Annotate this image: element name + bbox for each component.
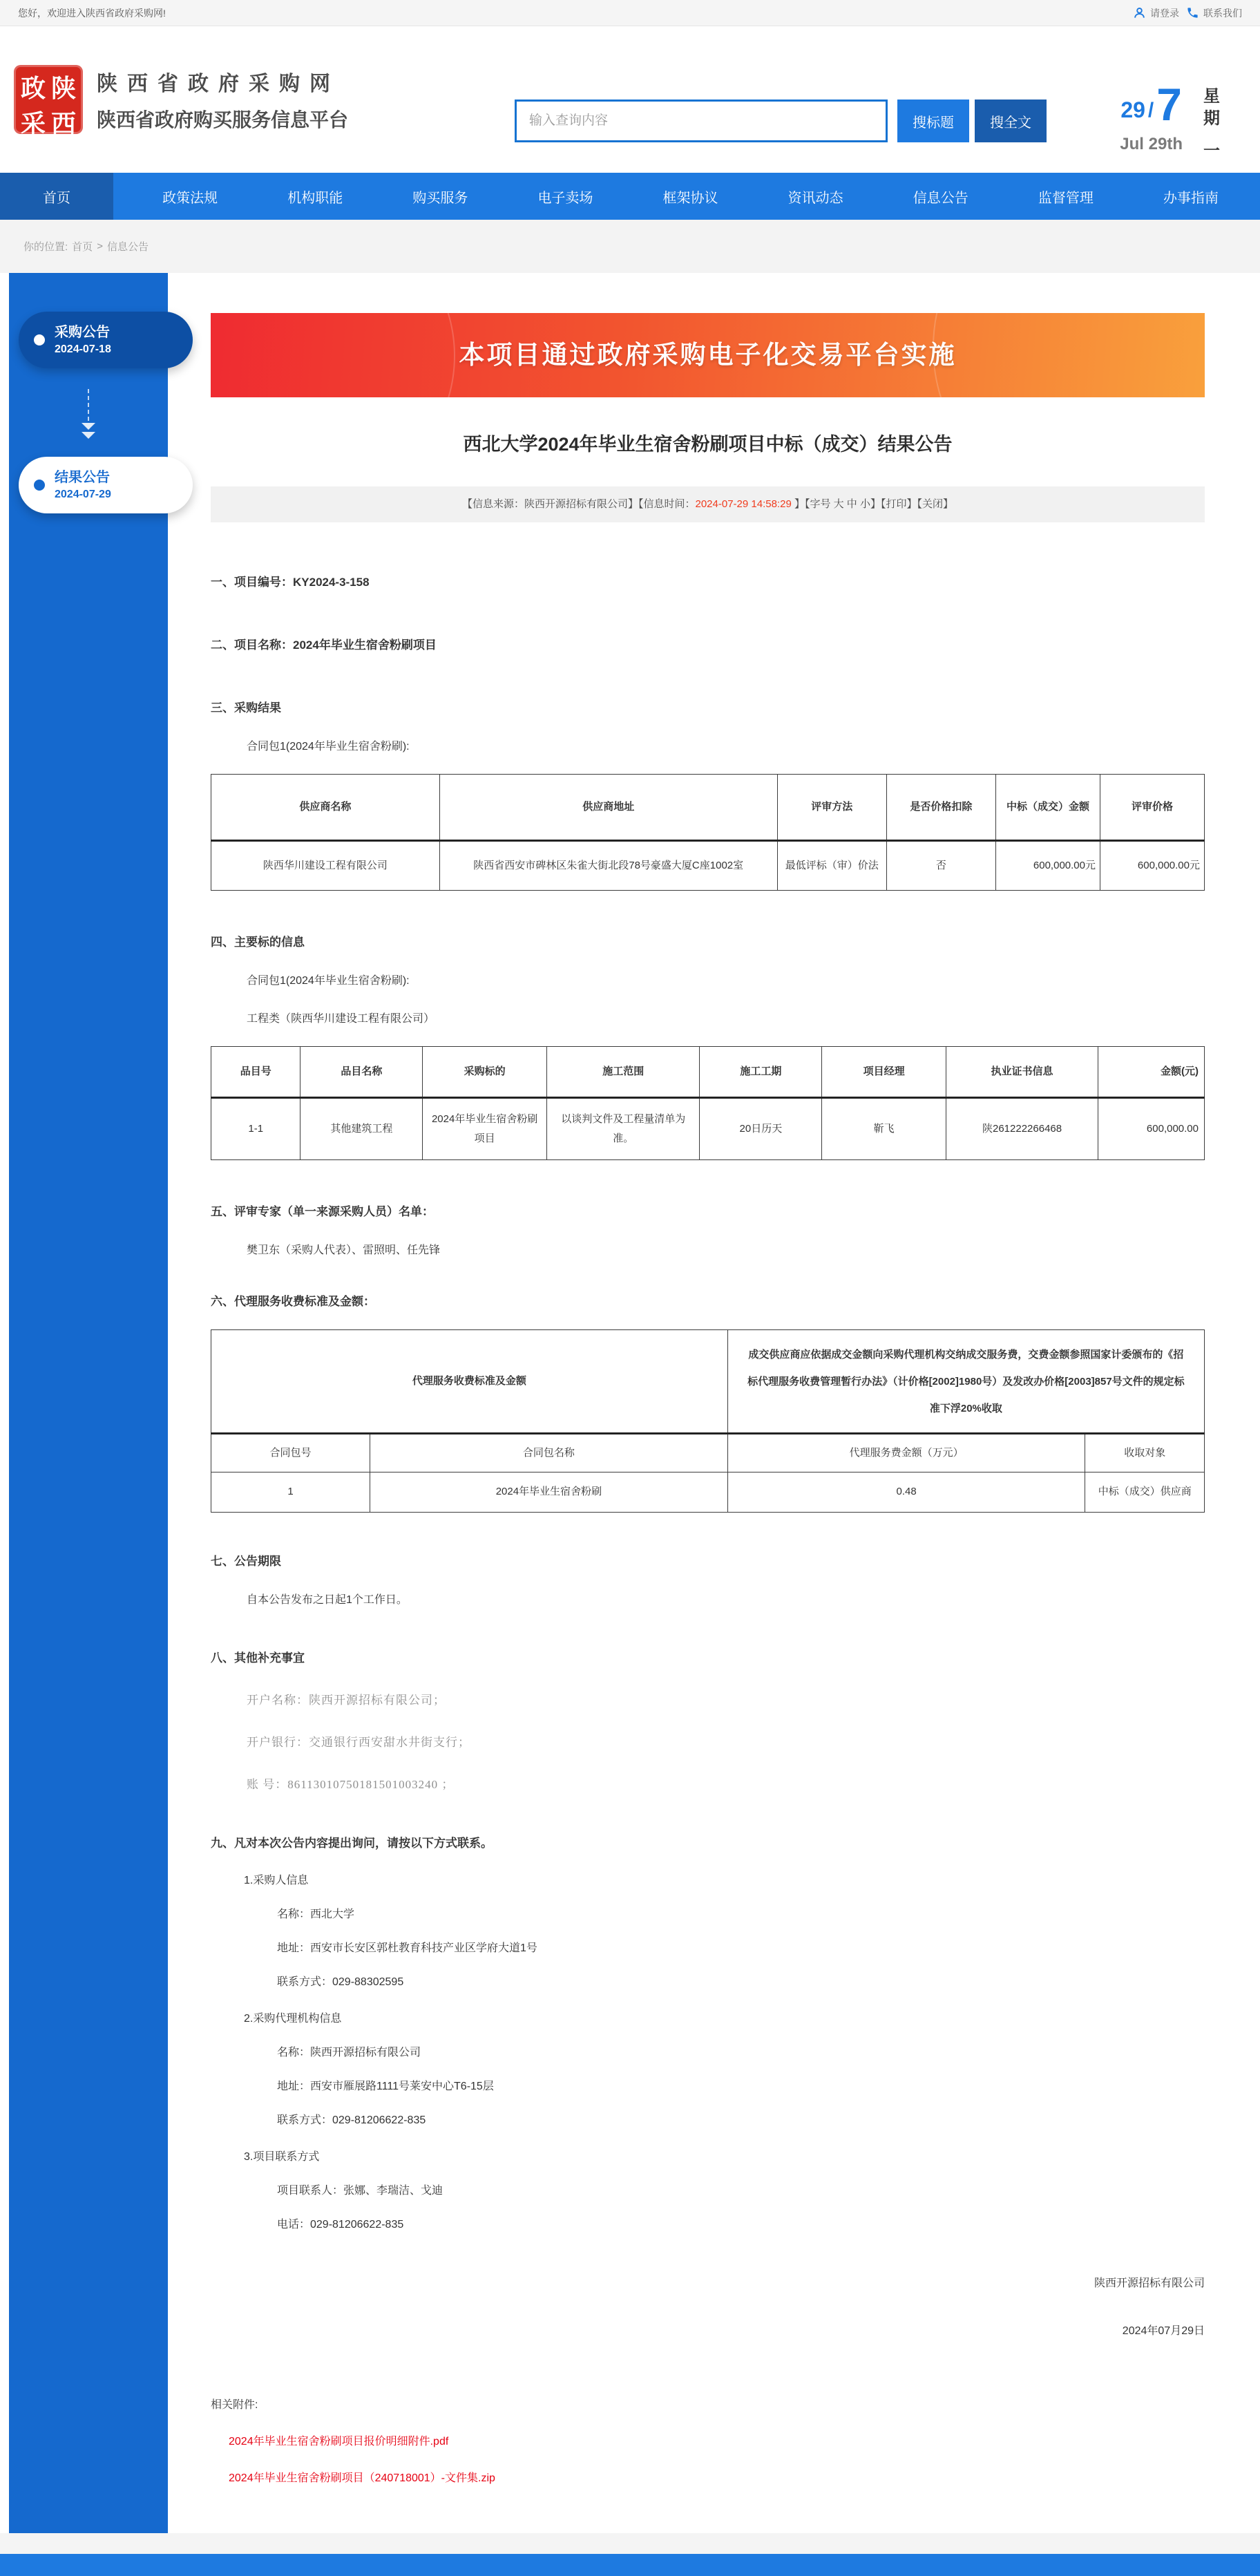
login-link[interactable] <box>1133 6 1179 20</box>
meta-source: 【信息来源：陕西开源招标有限公司】 <box>461 498 638 510</box>
section-7-heading: 七、公告期限 <box>211 1555 281 1568</box>
col-review-method: 评审方法 <box>777 775 886 841</box>
search-input[interactable] <box>515 100 888 142</box>
weekday-char: 一 <box>1203 141 1220 160</box>
date-month: 7 <box>1156 79 1182 130</box>
fee-standard-desc: 成交供应商应依据成交金额向采购代理机构交纳成交服务费，交费金额参照国家计委颁布的《招标代理服务收费管理暂行办法》（计价格[2002]1980号）及发改办价格[2003]857号文件的规定标准下浮20%收取 <box>727 1330 1204 1434</box>
purchaser-name: 名称：西北大学 <box>277 1909 355 1920</box>
meta-time-close: 】 <box>791 498 805 510</box>
section-4-category: 工程类（陕西华川建设工程有限公司） <box>247 1013 435 1025</box>
font-size-control[interactable]: 【字号 大 中 小】 <box>804 498 881 510</box>
contact-label[interactable]: 联系我们 <box>1203 7 1242 19</box>
site-logo[interactable] <box>14 65 349 138</box>
col-supplier-name: 供应商名称 <box>211 775 440 841</box>
fee-standard-title: 代理服务收费标准及金额 <box>211 1330 728 1434</box>
close-button[interactable]: 【关闭】 <box>917 498 954 510</box>
subject-info-table <box>211 1046 1205 1160</box>
procurement-result-table <box>211 774 1205 891</box>
col-item-no: 品目号 <box>211 1047 300 1098</box>
table-header-row <box>211 1047 1205 1098</box>
search-title-button[interactable]: 搜标题 <box>897 100 969 142</box>
breadcrumb <box>0 220 1260 273</box>
section-3-package: 合同包1(2024年毕业生宿舍粉刷): <box>247 741 410 752</box>
site-subtitle: 陕西省政府购买服务信息平台 <box>97 109 349 131</box>
cell-fee-amount: 0.48 <box>727 1472 1085 1513</box>
article-content <box>168 273 1260 2533</box>
nav-item-policies[interactable]: 政策法规 <box>162 190 218 206</box>
site-title: 陕西省政府采购网 <box>97 73 340 95</box>
cell-price-deduction: 否 <box>886 841 995 891</box>
phone-icon <box>1186 6 1199 19</box>
banner-text: 本项目通过政府采购电子化交易平台实施 <box>459 341 957 369</box>
section-1-heading: 一、项目编号：KY2024-3-158 <box>211 576 370 589</box>
table-row <box>211 1098 1205 1160</box>
nav-item-announcements[interactable]: 信息公告 <box>913 190 968 206</box>
col-award-amount: 中标（成交）金额 <box>996 775 1100 841</box>
cell-amount: 600,000.00 <box>1098 1098 1205 1160</box>
col-project-manager: 项目经理 <box>822 1047 946 1098</box>
nav-item-functions[interactable]: 机构职能 <box>287 190 343 206</box>
cell-license-info: 陕261222266468 <box>946 1098 1098 1160</box>
contact-link[interactable] <box>1186 6 1242 20</box>
date-english: Jul 29th <box>1120 135 1183 154</box>
logo-seal-icon <box>14 65 83 138</box>
cell-award-amount: 600,000.00元 <box>996 841 1100 891</box>
article-meta-bar <box>211 486 1205 522</box>
agency-fee-table <box>211 1329 1205 1513</box>
footer-grey-strip <box>0 2533 1260 2554</box>
fee-standard-row <box>211 1330 1205 1434</box>
cell-project-manager: 靳飞 <box>822 1098 946 1160</box>
cell-procurement-subject: 2024年毕业生宿舍粉刷项目 <box>423 1098 547 1160</box>
col-license-info: 执业证书信息 <box>946 1047 1098 1098</box>
table-row <box>211 841 1205 891</box>
attachments-label: 相关附件: <box>211 2399 258 2411</box>
weekday-char: 期 <box>1203 109 1220 129</box>
purchaser-info-title: 1.采购人信息 <box>244 1875 309 1886</box>
search-fulltext-button[interactable]: 搜全文 <box>975 100 1047 142</box>
cell-package-name: 2024年毕业生宿舍粉刷 <box>370 1472 728 1513</box>
expert-list: 樊卫东（采购人代表）、雷照明、任先锋 <box>247 1244 441 1256</box>
col-supplier-address: 供应商地址 <box>439 775 777 841</box>
purchaser-address: 地址：西安市长安区郭杜教育科技产业区学府大道1号 <box>277 1942 537 1954</box>
signature-company: 陕西开源招标有限公司 <box>1094 2277 1205 2289</box>
platform-banner <box>211 313 1205 397</box>
nav-item-guide[interactable]: 办事指南 <box>1163 190 1219 206</box>
col-fee-payer: 收取对象 <box>1085 1434 1205 1472</box>
sidebar-step-procurement-notice[interactable] <box>19 312 193 368</box>
cell-construction-period: 20日历天 <box>700 1098 822 1160</box>
logo-char: 陕 <box>50 74 76 102</box>
cell-review-price: 600,000.00元 <box>1100 841 1204 891</box>
main-nav <box>0 173 1260 220</box>
search-bar <box>515 100 1047 142</box>
breadcrumb-separator: > <box>97 240 103 252</box>
logo-char: 西 <box>50 109 76 138</box>
nav-item-supervision[interactable]: 监督管理 <box>1038 190 1094 206</box>
col-construction-period: 施工工期 <box>700 1047 822 1098</box>
account-name-line: 开户名称：陕西开源招标有限公司； <box>247 1694 446 1707</box>
cell-review-method: 最低评标（审）价法 <box>777 841 886 891</box>
section-4-heading: 四、主要标的信息 <box>211 936 305 949</box>
weekday-label <box>1203 84 1220 162</box>
col-construction-scope: 施工范围 <box>547 1047 700 1098</box>
timeline-sidebar <box>9 273 168 2533</box>
attachment-zip-link[interactable]: 2024年毕业生宿舍粉刷项目（240718001）-文件集.zip <box>229 2472 495 2484</box>
project-contact-persons: 项目联系人：张娜、李瑞洁、戈迪 <box>277 2185 443 2197</box>
nav-item-news[interactable]: 资讯动态 <box>788 190 843 206</box>
col-item-name: 品目名称 <box>300 1047 423 1098</box>
account-number-line: 账 号：86113010750181501003240 ； <box>247 1778 455 1791</box>
section-5-heading: 五、评审专家（单一来源采购人员）名单： <box>211 1205 434 1218</box>
fee-data-row <box>211 1472 1205 1513</box>
date-numbers <box>1120 79 1183 162</box>
nav-item-purchase-service[interactable]: 购买服务 <box>412 190 468 206</box>
section-3-heading: 三、采购结果 <box>211 701 281 714</box>
fee-header-row <box>211 1434 1205 1472</box>
col-procurement-subject: 采购标的 <box>423 1047 547 1098</box>
nav-item-home[interactable]: 首页 <box>0 173 113 220</box>
col-package-name: 合同包名称 <box>370 1434 728 1472</box>
meta-time-value: 2024-07-29 14:58:29 <box>695 498 792 510</box>
cell-fee-payer: 中标（成交）供应商 <box>1085 1472 1205 1513</box>
date-slash: / <box>1147 99 1154 122</box>
project-contact-title: 3.项目联系方式 <box>244 2151 320 2163</box>
breadcrumb-label: 你的位置: <box>23 241 68 253</box>
nav-item-framework[interactable]: 框架协议 <box>662 190 718 206</box>
project-contact-phone: 电话：029-81206622-835 <box>277 2219 404 2231</box>
section-6-heading: 六、代理服务收费标准及金额： <box>211 1295 375 1308</box>
table-header-row <box>211 775 1205 841</box>
breadcrumb-current: 信息公告 <box>106 241 149 253</box>
col-amount: 金额(元) <box>1098 1047 1205 1098</box>
col-package-no: 合同包号 <box>211 1434 370 1472</box>
cell-supplier-name: 陕西华川建设工程有限公司 <box>211 841 440 891</box>
site-header <box>0 26 1260 173</box>
cell-construction-scope: 以谈判文件及工程量清单为准。 <box>547 1098 700 1160</box>
announcement-period: 自本公告发布之日起1个工作日。 <box>247 1594 408 1606</box>
bank-line: 开户银行：交通银行西安甜水井街支行； <box>247 1736 470 1749</box>
agency-contact: 联系方式：029-81206622-835 <box>277 2114 426 2126</box>
cell-item-name: 其他建筑工程 <box>300 1098 423 1160</box>
meta-time-open: 【信息时间： <box>638 498 696 510</box>
page-title: 西北大学2024年毕业生宿舍粉刷项目中标（成交）结果公告 <box>463 434 953 455</box>
section-2-heading: 二、项目名称：2024年毕业生宿舍粉刷项目 <box>211 638 437 652</box>
cell-supplier-address: 陕西省西安市碑林区朱雀大街北段78号豪盛大厦C座1002室 <box>439 841 777 891</box>
print-button[interactable]: 【打印】 <box>880 498 917 510</box>
step-dot-icon <box>34 480 45 491</box>
step-title: 采购公告 <box>55 325 110 340</box>
user-icon <box>1133 6 1146 19</box>
date-day: 29 <box>1120 97 1145 123</box>
date-widget <box>1120 79 1220 162</box>
step-dot-icon <box>34 334 45 345</box>
breadcrumb-home-link[interactable]: 首页 <box>72 241 93 253</box>
sidebar-step-result-notice[interactable] <box>19 457 193 513</box>
step-date: 2024-07-29 <box>55 489 111 500</box>
main-area <box>0 273 1260 2533</box>
col-price-deduction: 是否价格扣除 <box>886 775 995 841</box>
nav-item-e-market[interactable]: 电子卖场 <box>537 190 593 206</box>
logo-char: 采 <box>20 109 46 138</box>
topbar-actions <box>1133 6 1242 20</box>
agency-address: 地址：西安市雁展路1111号莱安中心T6-15层 <box>277 2081 494 2092</box>
login-label[interactable]: 请登录 <box>1150 7 1179 19</box>
brand-text <box>97 66 348 133</box>
attachment-pdf-link[interactable]: 2024年毕业生宿舍粉刷项目报价明细附件.pdf <box>229 2436 449 2447</box>
agency-name: 名称：陕西开源招标有限公司 <box>277 2047 421 2058</box>
section-9-heading: 九、凡对本次公告内容提出询问，请按以下方式联系。 <box>211 1837 493 1850</box>
top-bar <box>0 0 1260 26</box>
agency-info-title: 2.采购代理机构信息 <box>244 2013 342 2025</box>
step-date: 2024-07-18 <box>55 343 111 355</box>
cell-item-no: 1-1 <box>211 1098 300 1160</box>
section-4-package: 合同包1(2024年毕业生宿舍粉刷): <box>247 975 410 987</box>
timeline-arrow-icon <box>9 389 168 439</box>
welcome-text: 您好，欢迎进入陕西省政府采购网! <box>18 7 166 19</box>
section-8-heading: 八、其他补充事宜 <box>211 1651 305 1665</box>
footer-blue-strip <box>0 2554 1260 2576</box>
step-title: 结果公告 <box>55 470 110 485</box>
signature-block <box>211 2274 1205 2338</box>
signature-date: 2024年07月29日 <box>1122 2325 1205 2337</box>
col-fee-amount: 代理服务费金额（万元） <box>727 1434 1085 1472</box>
cell-package-no: 1 <box>211 1472 370 1513</box>
purchaser-contact: 联系方式：029-88302595 <box>277 1976 404 1988</box>
weekday-char: 星 <box>1203 87 1220 106</box>
col-review-price: 评审价格 <box>1100 775 1204 841</box>
logo-char: 政 <box>20 74 46 102</box>
